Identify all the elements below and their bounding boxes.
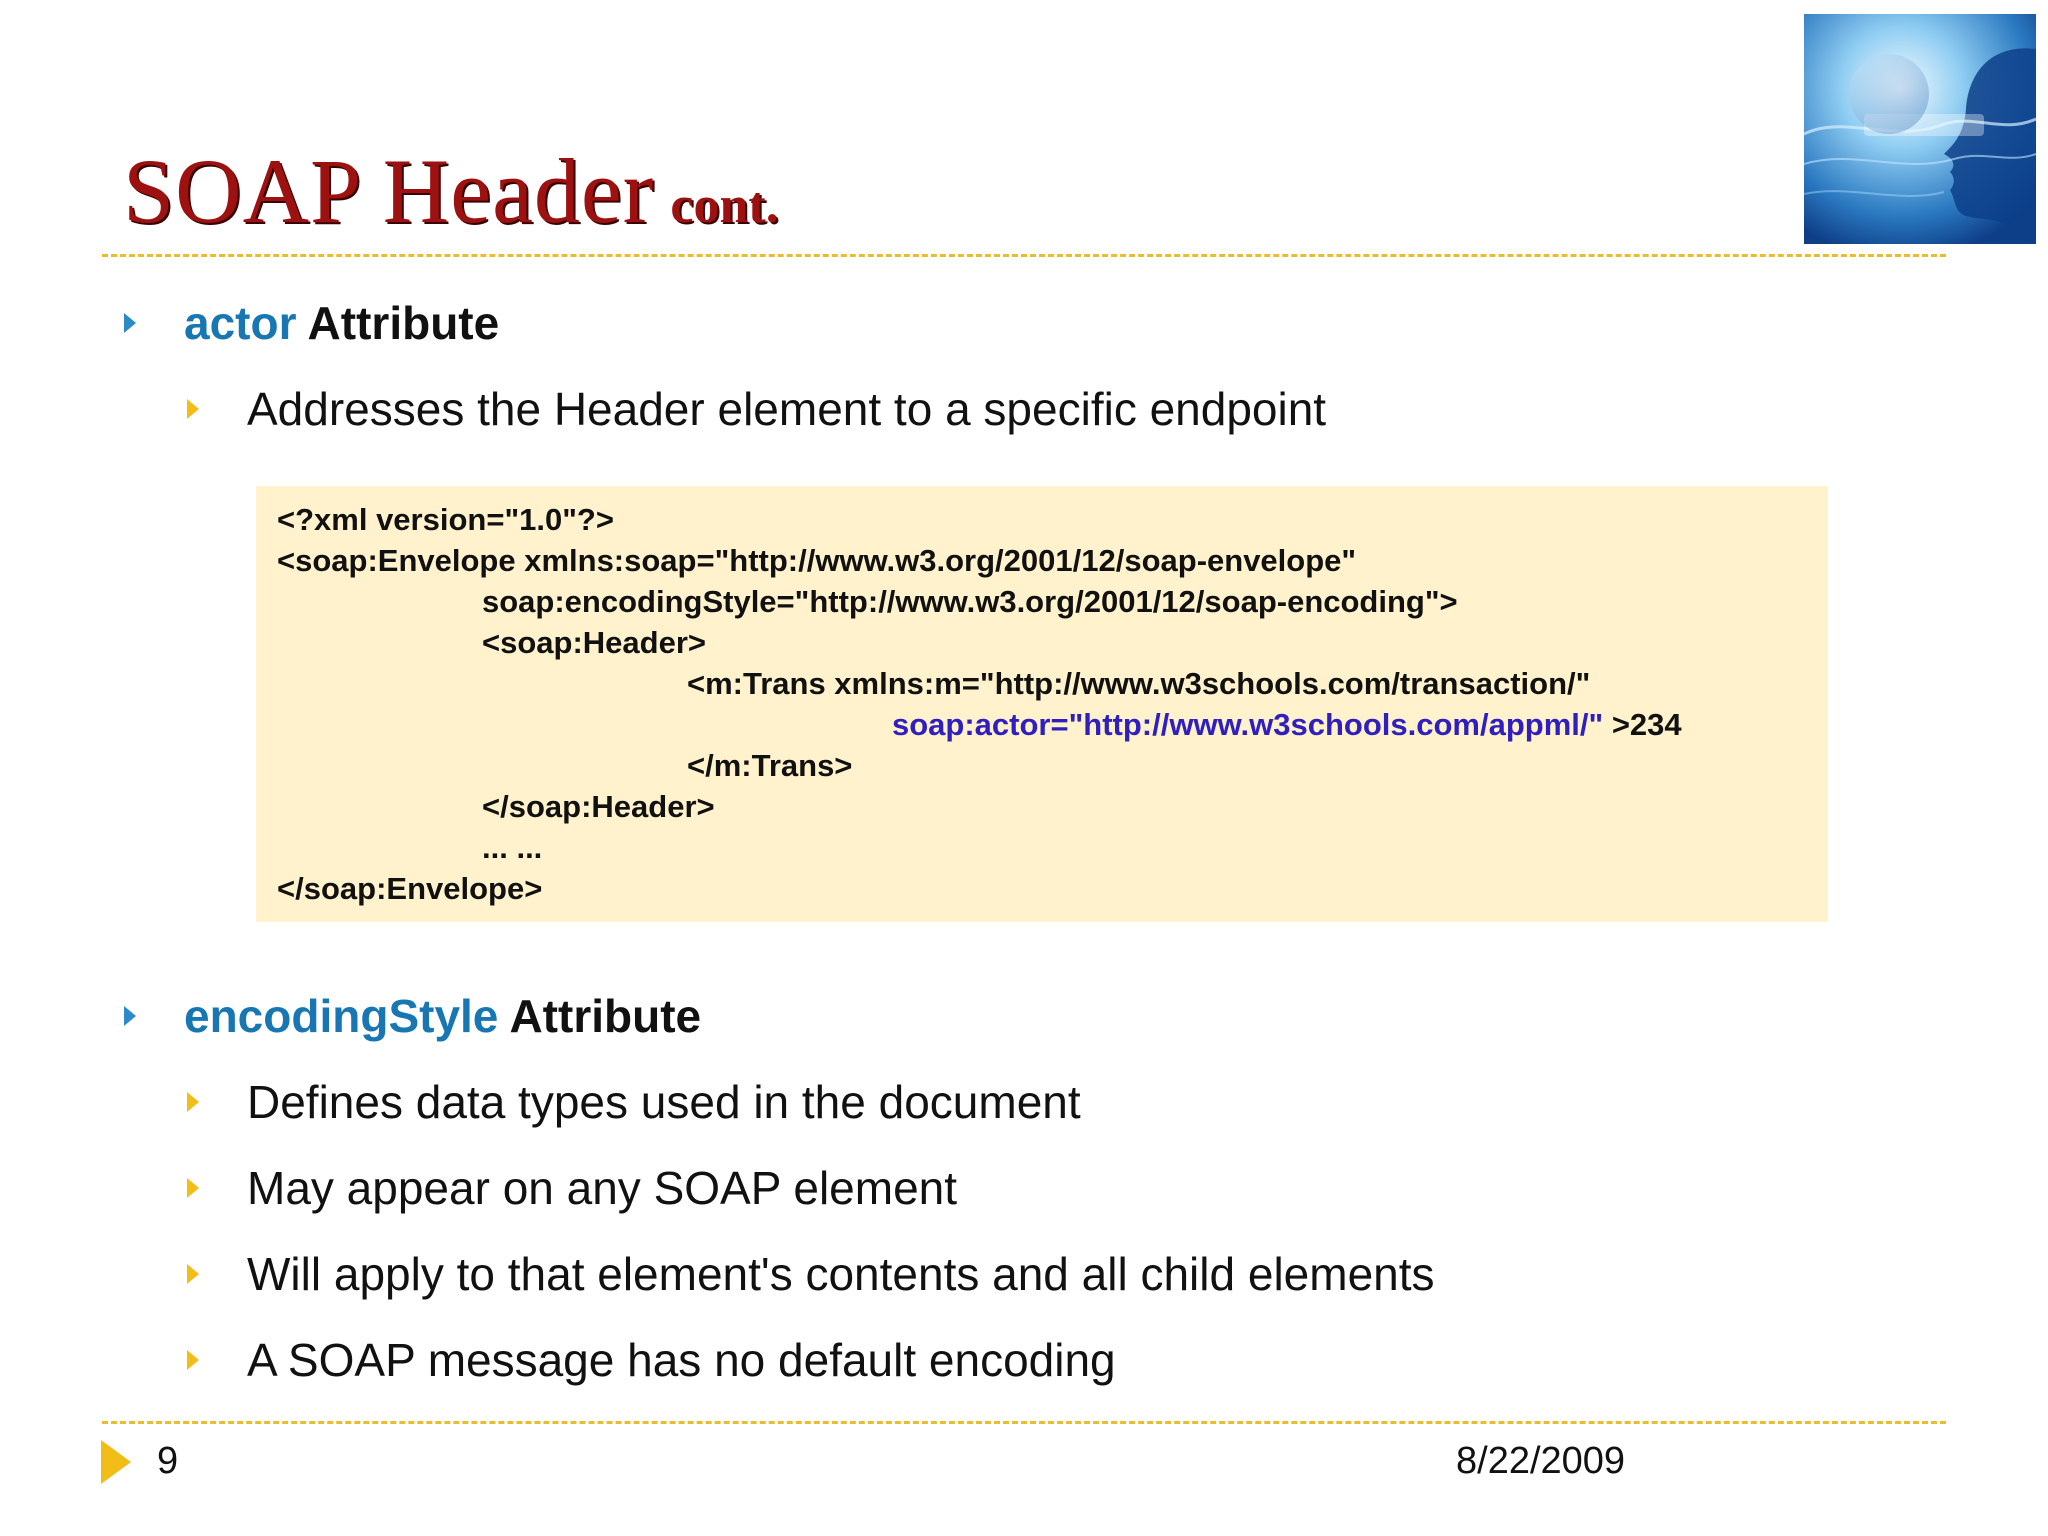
code-line: <m:Trans xmlns:m="http://www.w3schools.com/transaction/": [687, 666, 1591, 701]
bullet-heading: [184, 296, 499, 350]
sub-bullet-child-elements: [187, 1247, 1435, 1301]
attribute-keyword: encodingStyle: [184, 990, 499, 1042]
page-number: 9: [157, 1440, 179, 1482]
title-main: SOAP Header: [123, 140, 655, 242]
code-line: </soap:Header>: [482, 789, 715, 824]
sub-bullet-text: Defines data types used in the document: [247, 1076, 1081, 1128]
attribute-label: Attribute: [498, 990, 702, 1042]
code-line: [892, 707, 1682, 743]
sub-bullet-addresses: [187, 382, 1326, 436]
bullet-arrow-icon: [187, 399, 199, 419]
slide-date: 8/22/2009: [1456, 1440, 1626, 1482]
bullet-arrow-icon: [124, 313, 136, 333]
sub-bullet-data-types: [187, 1075, 1081, 1129]
head-profile-logo: [1804, 14, 2036, 244]
bullet-arrow-icon: [124, 1006, 136, 1026]
bullet-actor-attribute: [124, 296, 499, 350]
xml-code-sample: [256, 486, 1828, 922]
bullet-encodingstyle-attribute: [124, 989, 701, 1043]
code-line: </soap:Envelope>: [277, 871, 543, 906]
code-value: >234: [1603, 707, 1682, 742]
attribute-label: Attribute: [296, 297, 500, 349]
code-line: <?xml version="1.0"?>: [277, 502, 614, 537]
code-line: soap:encodingStyle="http://www.w3.org/2001/12/soap-encoding">: [482, 584, 1458, 619]
code-line: ... ...: [482, 830, 543, 865]
sub-bullet-any-element: [187, 1161, 957, 1215]
code-line: <soap:Envelope xmlns:soap="http://www.w3.org/2001/12/soap-envelope": [277, 543, 1357, 578]
bullet-heading: [184, 989, 701, 1043]
sub-bullet-text: May appear on any SOAP element: [247, 1162, 958, 1214]
code-line: <soap:Header>: [482, 625, 706, 660]
sub-bullet-text: A SOAP message has no default encoding: [247, 1334, 1116, 1386]
bullet-arrow-icon: [187, 1092, 199, 1112]
footer-arrow-icon: [101, 1440, 131, 1484]
title-divider: [102, 254, 1946, 257]
slide-title: [123, 138, 779, 244]
footer-divider: [102, 1421, 1946, 1424]
sub-bullet-text: Addresses the Header element to a specific endpoint: [247, 383, 1327, 435]
code-line: </m:Trans>: [687, 748, 853, 783]
bullet-arrow-icon: [187, 1178, 199, 1198]
attribute-keyword: actor: [184, 297, 297, 349]
code-actor-highlight: soap:actor="http://www.w3schools.com/appml/": [892, 707, 1604, 742]
sub-bullet-no-default: [187, 1333, 1116, 1387]
bullet-arrow-icon: [187, 1350, 199, 1370]
title-suffix: cont.: [670, 177, 779, 234]
bullet-arrow-icon: [187, 1264, 199, 1284]
sub-bullet-text: Will apply to that element's contents and all child elements: [247, 1248, 1435, 1300]
